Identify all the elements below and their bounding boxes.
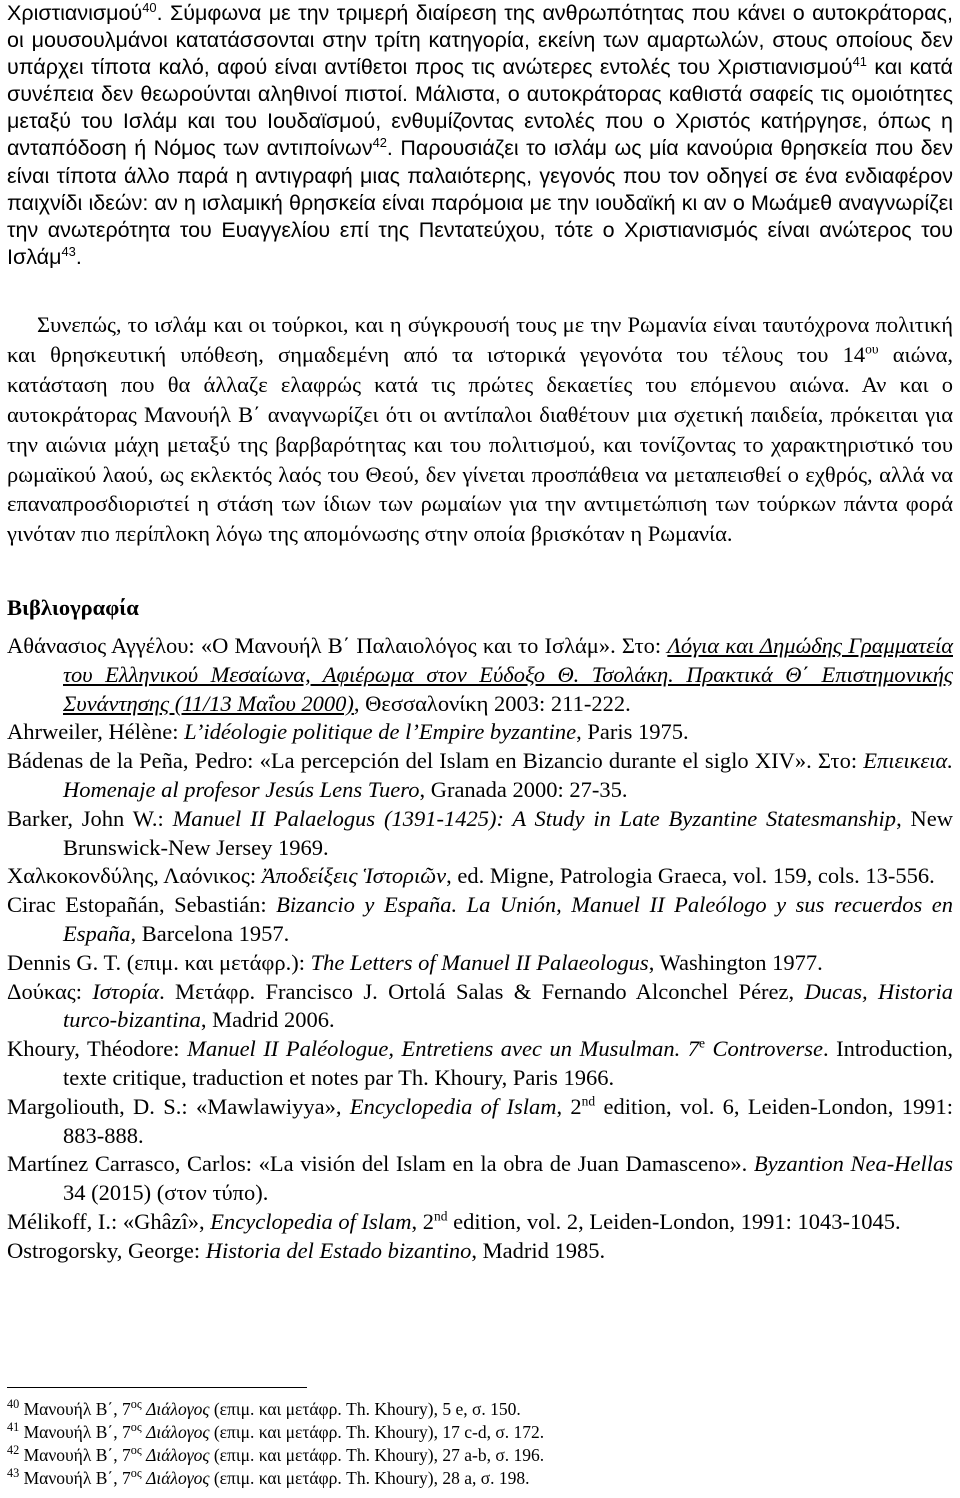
- footnote-divider: [7, 1387, 307, 1388]
- entry-author: Mélikoff, I.: «Ghâzî»,: [7, 1208, 211, 1234]
- paragraph-text: και κατά συνέπεια δεν θεωρούνται αληθινοί πιστοί. Μάλιστα, ο αυτοκράτορας καθιστά σαφείς τις ομοιότητες μεταξύ του Ισλάμ και του Ιουδαϊσμού, ενθυμίζοντας εντολές που ο Χριστός κατήργησε, όπως η ανταπόδοση ή Νόμος των αντιποίνων: [7, 55, 953, 161]
- paragraph-text: . Σύμφωνα με την τριμερή διαίρεση της ανθρωπότητας που κάνει ο αυτοκράτορας, οι μουσουλμάνοι κατατάσσονται στην τρίτη κατηγορία, εκείνη των αμαρτωλών, στους οποίους δεν υπάρχει τίποτα καλό, αφού είναι αντίθετοι προς τις ανώτερες εντολές του Χριστιανισμού: [7, 1, 953, 80]
- ordinal-superscript: e: [699, 1035, 705, 1051]
- entry-title: L’idéologie politique de l’Empire byzantine: [184, 719, 577, 745]
- bibliography-entry: [7, 747, 953, 805]
- entry-author: Cirac Estopañán, Sebastián:: [7, 892, 277, 918]
- entry-author: Martínez Carrasco, Carlos: «La visión del Islam en la obra de Juan Damasceno».: [7, 1151, 754, 1177]
- footnote-ref-41[interactable]: 41: [852, 54, 867, 70]
- entry-title: Manuel II Palaelogus (1391-1425): A Study in Late Byzantine Statesmanship: [172, 805, 897, 831]
- bibliography-entry: [7, 718, 953, 747]
- footnote-text: Μανουήλ Β΄, 7: [19, 1422, 131, 1442]
- footnote-title: Διάλογος: [146, 1422, 210, 1442]
- entry-author: Αθάνασιος Αγγέλου: «Ο Μανουήλ Β΄ Παλαιολόγος και το Ισλάμ». Στο:: [7, 633, 668, 658]
- entry-title: Λόγια και Δημώδης Γραμματεία του Ελληνικού Μεσαίωνα, Αφιέρωμα στον Εύδοξο Θ. Τσολάκη. Πρακτικά Θ΄ Επιστημονικής Συνάντησης (11/13 Μαΐου 2000): [63, 633, 953, 716]
- entry-title: Ιστορία: [92, 978, 160, 1004]
- footnotes: [7, 1398, 953, 1490]
- footnote-text: Μανουήλ Β΄, 7: [19, 1445, 131, 1465]
- paragraph-text: .: [75, 244, 82, 269]
- footnote-title: Διάλογος: [146, 1468, 210, 1488]
- entry-title: Controverse: [705, 1036, 823, 1062]
- footnote-text: (επιμ. και μετάφρ. Th. Khoury), 27 a-b, σ. 196.: [209, 1445, 545, 1465]
- entry-publication: , Madrid 2006.: [200, 1007, 335, 1033]
- entry-author: Khoury, Théodore:: [7, 1036, 188, 1062]
- entry-author: Margoliouth, D. S.: «Mawlawiyya»,: [7, 1093, 350, 1119]
- entry-title: Ἀποδείξεις Ἱστοριῶν: [261, 863, 447, 889]
- footnote-ref-42[interactable]: 42: [372, 135, 387, 151]
- bibliography-list: [7, 632, 953, 1266]
- entry-title: Bizancio y España. La Unión, Manuel II Paleólogo y sus recuerdos en España: [63, 892, 953, 946]
- entry-publication: , Madrid 1985.: [471, 1237, 606, 1263]
- footnote-number: 40: [7, 1397, 20, 1412]
- entry-publication: 34 (2015) (στον τύπο).: [63, 1180, 269, 1206]
- entry-title: Byzantion Nea-Hellas: [753, 1151, 953, 1177]
- entry-author: Dennis G. T. (επιμ. και μετάφρ.):: [7, 949, 311, 975]
- entry-author: Ahrweiler, Hélène:: [7, 719, 185, 745]
- entry-publication: . Introduction, texte critique, traduction et notes par Th. Khoury, Paris 1966.: [63, 1036, 953, 1090]
- paragraph-text: αιώνα, κατάσταση που θα άλλαζε ελαφρώς κατά τις πρώτες δεκαετίες του επόμενου αιώνα. Αν και ο αυτοκράτορας Μανουήλ Β΄ αναγνωρίζει ότι οι αντίπαλοι διαθέτουν μια σχετική παιδεία, πρόκειται για την αιώνια μάχη μεταξύ της βαρβαρότητας και του πολιτισμού, και τονίζοντας το χαρακτηριστικό του ρωμαϊκού λαού, ως εκλεκτός λαός του Θεού, δεν γίνεται προσπάθεια να μεταπεισθεί ο εχθρός, αλλά να επαναπροσδιοριστεί η στάση των ίδιων των ρωμαίων για την αντιμετώπιση των τούρκων πάντα φορά γινόταν πιο περίπλοκη λόγω της απομόνωσης στην οποία βρισκόταν η Ρωμανία.: [7, 341, 953, 547]
- entry-publication: , Barcelona 1957.: [130, 920, 290, 946]
- bibliography-entry: [7, 949, 953, 978]
- footnote-ref-43[interactable]: 43: [61, 243, 76, 259]
- entry-title: Historia del Estado bizantino: [205, 1237, 472, 1263]
- entry-publication: , 2: [556, 1093, 582, 1119]
- ordinal-superscript: nd: [581, 1093, 596, 1109]
- entry-publication: edition, vol. 2, Leiden-London, 1991: 1043-1045.: [447, 1208, 901, 1234]
- footnote-number: 42: [7, 1443, 20, 1458]
- entry-author: Χαλκοκονδύλης, Λαόνικος:: [7, 863, 262, 889]
- entry-title: The Letters of Manuel II Palaeologus: [310, 949, 649, 975]
- ordinal-superscript: ος: [130, 1420, 142, 1435]
- entry-title: Ducas, Historia turco-bizantina: [63, 978, 954, 1033]
- ordinal-superscript: ος: [130, 1397, 142, 1412]
- bibliography-heading: Βιβλιογραφία: [7, 595, 139, 620]
- bibliography-entry: [7, 862, 953, 891]
- footnote-text: (επιμ. και μετάφρ. Th. Khoury), 28 a, σ. 198.: [209, 1468, 530, 1488]
- entry-title: Manuel II Paléologue, Entretiens avec un Musulman. 7: [187, 1036, 699, 1062]
- ordinal-superscript: nd: [434, 1208, 448, 1224]
- footnote-43: [7, 1467, 953, 1490]
- paragraph-islam-judaism: [7, 0, 953, 271]
- footnote-41: [7, 1421, 953, 1444]
- entry-publication: , New Brunswick-New Jersey 1969.: [63, 805, 953, 860]
- footnote-text: (επιμ. και μετάφρ. Th. Khoury), 17 c-d, σ. 172.: [209, 1422, 545, 1442]
- bibliography-entry: [7, 978, 953, 1036]
- entry-publication: . Μετάφρ. Francisco J. Ortolá Salas & Fernando Alconchel Pérez,: [159, 978, 805, 1004]
- ordinal-superscript: ος: [130, 1443, 142, 1458]
- entry-publication: , 2: [411, 1208, 434, 1234]
- entry-publication: , Paris 1975.: [576, 719, 689, 745]
- bibliography-entry: [7, 805, 953, 863]
- entry-author: Ostrogorsky, George:: [7, 1237, 206, 1263]
- entry-publication: , Θεσσαλονίκη 2003: 211-222.: [353, 690, 631, 716]
- footnote-number: 41: [7, 1420, 20, 1435]
- bibliography-entry: [7, 1208, 953, 1237]
- ordinal-superscript: ος: [130, 1466, 142, 1481]
- entry-publication: , ed. Migne, Patrologia Graeca, vol. 159, cols. 13-556.: [446, 863, 935, 889]
- paragraph-text: Συνεπώς, το ισλάμ και οι τούρκοι, και η σύγκρουσή τους με την Ρωμανία είναι ταυτόχρονα πολιτική και θρησκευτική υπόθεση, σημαδεμένη από τα ιστορικά γεγονότα του τέλους του 14: [7, 312, 953, 367]
- footnote-text: (επιμ. και μετάφρ. Th. Khoury), 5 e, σ. 150.: [209, 1399, 521, 1419]
- footnote-42: [7, 1444, 953, 1467]
- ordinal-superscript: ου: [865, 341, 879, 357]
- entry-publication: , Washington 1977.: [648, 949, 823, 975]
- bibliography-entry: [7, 1150, 953, 1208]
- footnote-number: 43: [7, 1466, 20, 1481]
- entry-publication: , Granada 2000: 27-35.: [419, 776, 628, 802]
- entry-author: Δούκας:: [7, 978, 93, 1004]
- paragraph-conclusion: [7, 310, 953, 549]
- footnote-text: Μανουήλ Β΄, 7: [19, 1399, 131, 1419]
- footnote-title: Διάλογος: [146, 1399, 210, 1419]
- paragraph-text: . Παρουσιάζει το ισλάμ ως μία κανούρια θρησκεία που δεν είναι τίποτα άλλο παρά η αντιγραφή μιας παλαιότερης, γεγονός που τον οδηγεί σε ένα ενδιαφέρον παιχνίδι ιδεών: αν η ισλαμική θρησκεία είναι παρόμοια με την ιουδαϊκή κι αν ο Μωάμεθ αναγνωρίζει την ανωτερότητα του Ευαγγελίου επί της Πεντατεύχου, τότε ο Χριστιανισμός είναι ανώτερος του Ισλάμ: [7, 136, 954, 269]
- bibliography-entry: [7, 1035, 953, 1093]
- footnote-40: [7, 1398, 953, 1421]
- bibliography-entry: [7, 1093, 953, 1151]
- entry-publication: edition, vol. 6, Leiden-London, 1991: 883-888.: [63, 1093, 953, 1148]
- footnote-ref-40[interactable]: 40: [142, 0, 157, 15]
- bibliography-entry: [7, 632, 953, 718]
- bibliography-entry: [7, 891, 953, 949]
- entry-author: Barker, John W.:: [7, 805, 173, 831]
- bibliography-entry: [7, 1237, 953, 1266]
- paragraph-text: Χριστιανισμού: [7, 1, 143, 25]
- entry-title: Επιεικεια. Homenaje al profesor Jesús Lens Tuero: [63, 748, 953, 802]
- footnote-text: Μανουήλ Β΄, 7: [19, 1468, 131, 1488]
- footnote-title: Διάλογος: [146, 1445, 210, 1465]
- entry-author: Bádenas de la Peña, Pedro: «La percepción del Islam en Bizancio durante el siglo XIV». Στο:: [7, 748, 864, 774]
- entry-title: Encyclopedia of Islam: [210, 1208, 412, 1234]
- entry-title: Encyclopedia of Islam: [349, 1093, 557, 1119]
